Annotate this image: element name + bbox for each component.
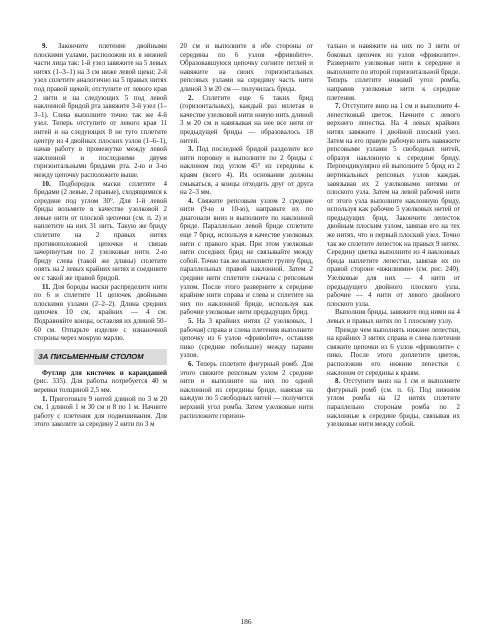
paragraph-text: Свяжите репсовым узлом 2 средние нити (9-ю и 10-ю), направьте их по диагонали вниз и выполните по наклонной бриде. Параллельно левой бриде сплетите еще 7 брид, используя в качестве узелковых нити с правого края. При этом узелковые нити соседних брид не связывайте между собой. Точно так же выполните группу брид, параллельных правой наклонной. Затем 2 средние нити сплетите сначала с репсовым узлом. После этого разверните к середине крайние нити справа и слева и сплетите на них по наклонной бриде, используя как рабочие узелковые нити предыдущих брид. — [180, 196, 314, 317]
paragraph-text: Для бороды маски распределите нити по 6 и сплетите 11 цепочек двойными плоскими узлами (2–2–2). Длина средних цепочек 10 см, крайних — 4 см. Подравняйте концы, оставляя их длиной 50–60 см. Отпарьте изделие с изнаночной стороны через мокрую марлю. — [34, 282, 167, 343]
paragraph-text: Отступите вниз на 1 см и выполните фигурный ромб (см. п. 6). Под нижним углом ромба на 12 нитях сплетите параллельно сторонам ромба по 2 наклонные к середине бриды, связывая их узелковые нити между собой. — [327, 377, 461, 429]
paragraph-text: Выполнив бриды, завяжите под ними на 4 левых и правых нитях по 1 плоскому узлу. — [327, 308, 460, 325]
paragraph-text: 20 см и выполните в обе стороны от середины по 6 узлов «фривоlите». Образовавшуюся цепочку согните петлей и навяжите на своих горизонтальных репсовых узлами на середину часть нити длиной 3 м 20 см — получилась брида. — [180, 42, 313, 93]
paragraph — [34, 395, 167, 429]
paragraph-text: тально и навяжите на них по 3 нити от боковых цепочек из узлов «фриволите». Разверните узелковые нити к середине и выполните по второй горизонтальной бриде. Теперь сплетите нижний угол ромба, направив узелковые нити к середине плетения. — [327, 42, 460, 102]
paragraph — [180, 317, 313, 360]
step-number: 8. — [335, 377, 341, 386]
step-number: 1. — [42, 394, 48, 403]
paragraph-text: На 3 крайних нитях (2 узелковых, 1 рабочая) справа и слева плетения выполните цепочку из 6 узлов «фривоlите», оставляя пико (средние побольше) между парами узлов. — [180, 317, 314, 360]
step-number: 10. — [42, 179, 51, 188]
paragraph — [327, 308, 460, 325]
book-page — [34, 42, 466, 602]
paragraph — [180, 94, 313, 146]
paragraph — [327, 326, 460, 378]
section-heading: ЗА ПИСЬМЕННЫМ СТОЛОМ — [34, 349, 167, 365]
paragraph-text: Теперь сплетите фигурный ромб. Для этого свяжите репсовым узлом 2 средние нити и выполните на них по одной наклонной из середины бриде, навязав на каждую по 5 свободных нитей — получится верхний угол ромба. Затем узелковые нити расположите горизон- — [180, 359, 313, 420]
step-number: 9. — [42, 42, 48, 50]
step-number: 3. — [188, 145, 194, 154]
paragraph-text: Сплетите еще 6 таких брид (горизонтальных), каждый раз вплетая в качестве узелковой нити новую нить длиной 3 м 20 см и навязывая на нее все нити от предыдущей бриды — образовалось 18 нитей. — [180, 93, 313, 145]
text-column-1 — [34, 42, 167, 429]
step-number: 2. — [188, 93, 194, 102]
paragraph — [180, 42, 313, 94]
paragraph — [180, 197, 313, 317]
paragraph-text: (рис. 335). Для работы потребуется 40 м веревки толщиной 2,5 мм. — [34, 377, 167, 394]
paragraph — [327, 42, 460, 102]
paragraph — [327, 377, 460, 429]
paragraph-text: Приготовьте 9 нитей длиной по 3 м 20 см, 1 длиной 1 м 30 см и 8 по 1 м. Начните работу с плетения для подвешивания. Для этого заколите за середину 2 нити по 3 м — [34, 394, 168, 429]
paragraph — [34, 369, 167, 395]
paragraph — [180, 145, 313, 197]
item-title: Футляр для кисточек и карандашей — [42, 368, 167, 377]
paragraph — [34, 283, 167, 343]
text-column-2 — [180, 42, 313, 420]
paragraph-text: Закончите плетение двойными плоскими узлами, расположив их в нижней части лица так: 1-й узел завяжите на 5 левых нитях (1–3–1) на 3 см ниже левой щеки; 2-й узел сплетите аналогично на 5 правых нитях под правой щекой; отступите от левого края 2 нити и на следующих 5 под левой наклонной бридой рта завяжите 3-й узел (1–3–1). Слева выполните точно так же 4-й узел. Теперь отступите от левого края 11 нитей и на следующих 8 не туго сплетите центру из 4 двойных плоских узлов (1–6–1), начав работу в промежутке между левой наклонной и последними двумя горизонтальными бридами рта. 2-ю и 3-ю между цепочку расположите выше. — [34, 42, 167, 179]
paragraph — [34, 42, 167, 180]
step-number: 4. — [188, 196, 194, 205]
paragraph-text: Отступите вниз на 1 см и выполните 4-лепестковый цветок. Начните с левого верхнего лепестка. На 4 левых крайних нитях завяжите 1 двойной плоский узел. Затем на его правую рабочую нить навяжите репсовыми узлами 5 свободных нитей, образуя наклонную к середине бриду. Перпендикулярно ей выполните 5 брид из 2 вертикальных репсовых узлов каждая, завязывая их 2 узелковыми нитями от плоского узла. Затем на левой рабочей нити от этого узла выполните наклонную бриду, используя как рабочие 5 узелковых нитей от предыдущих брид. Закончите лепесток двойным плоским узлом, завязав его на тех же нитях, что и первый плоский узел. Точно так же сплетите лепесток на правых 9 нитях. Середину цветка выполните из 4 наклонных брида наплетите лепестки, завязав их по правой стороне «вжилиями» (см. рис. 240). Узелковые для них — 4 нити от предыдущего двойного плоского узла, рабочие — 4 нити от левого двойного плоского узла. — [327, 102, 461, 308]
paragraph — [34, 180, 167, 283]
step-number: 5. — [188, 317, 194, 325]
paragraph-text: Подбородок маски сплетите 4 бридами (2 левые, 2 правые), сходящимися к середине под углом 30°. Для 1-й левой бриды возьмите в качестве узелковой 2 левые нити от плоской цепочки (см. п. 2) и наплетите на них 31 нить. Такую же бриду сплетите на 2 правых нитях противоположной цепочки и связав зачерпнутым по 2 узелковые нити. 2-ю бриду слева (такой же длины) сплетите опять на 2 левых крайних нитях и соедините ее с такой же правой бридой. — [34, 179, 168, 283]
paragraph-text: Под последней бридой разделите все нити поровну и выполните по 2 бриды с наклоном под углом 45° из середины к краям (всего 4). Их основания должны смыкаться, а концы отходить друг от друга на 2–3 мм. — [180, 145, 313, 197]
step-number: 11. — [42, 282, 51, 291]
paragraph-text: Прежде чем выполнять нижние лепестки, на крайних 3 нитях справа и слева плетения свяжите цепочки из 6 узлов «фриволите» с пико. После этого доплетите цветок, расположив его нижние лепестки с наклоном от середины к краям. — [327, 325, 460, 377]
text-column-3 — [327, 42, 460, 429]
paragraph — [327, 102, 460, 308]
step-number: 7. — [335, 102, 341, 111]
step-number: 6. — [188, 359, 194, 368]
paragraph — [180, 360, 313, 420]
page-number: 186 — [240, 617, 252, 626]
